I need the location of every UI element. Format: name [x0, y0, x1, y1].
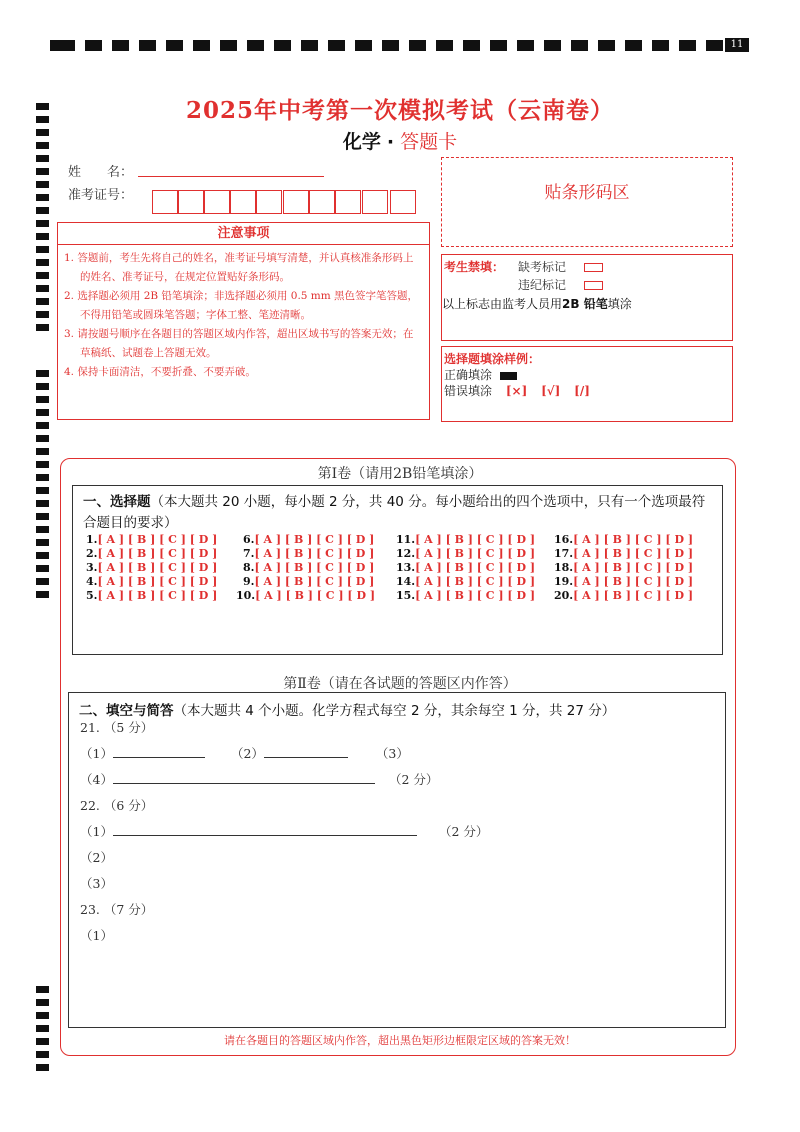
q21-4-label: （4） [80, 772, 113, 787]
choice-question[interactable]: 9.[ A ] [ B ] [ C ] [ D ] [243, 575, 375, 588]
footer-warning: 请在各题目的答题区域内作答，超出黑色矩形边框限定区域的答案无效！ [224, 1034, 576, 1047]
q22-3-label: （3） [80, 876, 113, 891]
choice-question[interactable]: 17.[ A ] [ B ] [ C ] [ D ] [554, 547, 694, 560]
page-number: 11 [725, 38, 749, 52]
q21-2-blank[interactable] [264, 745, 348, 758]
q21-2-label: （2） [230, 746, 264, 761]
question-22-label: 22. （6 分） [80, 798, 154, 813]
q22-1-blank[interactable] [113, 823, 417, 836]
answer-card-label: 答题卡 [400, 131, 458, 153]
examiner-note: 以上标志由监考人员用2B 铅笔填涂 [442, 297, 632, 311]
notes-item: 4. 保持卡面清洁，不要折叠、不要弄破。 [64, 366, 256, 378]
choice-question[interactable]: 19.[ A ] [ B ] [ C ] [ D ] [554, 575, 694, 588]
choice-question[interactable]: 2.[ A ] [ B ] [ C ] [ D ] [86, 547, 218, 560]
choice-question[interactable]: 11.[ A ] [ B ] [ C ] [ D ] [396, 533, 536, 546]
exam-subtitle [0, 127, 800, 154]
wrong-mark-cross: [×] [505, 384, 528, 398]
correct-fill-label: 正确填涂 [444, 368, 493, 382]
part1-heading: 一、选择题（本大题共 20 小题，每小题 2 分，共 40 分。每小题给出的四个选项中，只有一个选项最符合题目的要求） [83, 494, 706, 531]
wrong-fill-label: 错误填涂 [444, 384, 493, 398]
choice-question[interactable]: 16.[ A ] [ B ] [ C ] [ D ] [554, 533, 694, 546]
q21-3-label: （3） [375, 746, 409, 761]
part2-title: 第Ⅱ卷（请在各试题的答题区内作答） [283, 676, 517, 692]
q21-1-blank[interactable] [113, 745, 205, 758]
choice-question[interactable]: 3.[ A ] [ B ] [ C ] [ D ] [86, 561, 218, 574]
sample-title: 选择题填涂样例： [444, 352, 541, 366]
q22-2-label: （2） [80, 850, 113, 865]
choice-question[interactable]: 15.[ A ] [ B ] [ C ] [ D ] [396, 589, 536, 602]
question-23-label: 23. （7 分） [80, 902, 154, 917]
question-21-label: 21. （5 分） [80, 720, 154, 735]
notes-item: 1. 答题前，考生先将自己的姓名，准考证号填写清楚，并认真核准条形码上的姓名、准考证号，在规定位置贴好条形码。 [64, 252, 414, 283]
choice-question[interactable]: 4.[ A ] [ B ] [ C ] [ D ] [86, 575, 218, 588]
choice-question[interactable]: 14.[ A ] [ B ] [ C ] [ D ] [396, 575, 536, 588]
choice-question[interactable]: 8.[ A ] [ B ] [ C ] [ D ] [243, 561, 375, 574]
choice-question[interactable]: 10.[ A ] [ B ] [ C ] [ D ] [236, 589, 376, 602]
name-field[interactable] [138, 176, 324, 177]
correct-fill-sample [500, 372, 517, 380]
examiner-only-box [441, 254, 733, 341]
barcode-area [441, 157, 733, 247]
choice-question[interactable]: 20.[ A ] [ B ] [ C ] [ D ] [554, 589, 694, 602]
q23-1-label: （1） [80, 928, 113, 943]
choice-question[interactable]: 18.[ A ] [ B ] [ C ] [ D ] [554, 561, 694, 574]
q21-4-points: （2 分） [388, 772, 439, 787]
part2-heading: 二、填空与简答（本大题共 4 个小题。化学方程式每空 2 分，其余每空 1 分，共 27 分） [79, 703, 616, 719]
choice-question[interactable]: 6.[ A ] [ B ] [ C ] [ D ] [243, 533, 375, 546]
choice-question[interactable]: 1.[ A ] [ B ] [ C ] [ D ] [86, 533, 218, 546]
name-label: 姓 名： [68, 165, 134, 180]
violation-mark-box[interactable] [584, 281, 603, 290]
forbidden-label: 考生禁填： [444, 260, 505, 274]
part1-title: 第Ⅰ卷（请用2B铅笔填涂） [317, 466, 483, 482]
notes-title: 注意事项 [58, 223, 429, 245]
notes-box [57, 222, 430, 420]
exam-title: 2025年中考第一次模拟考试（云南卷） [185, 97, 614, 124]
fill-sample-box [441, 346, 733, 422]
part2-box [68, 692, 726, 1028]
subtitle-separator: · [386, 131, 395, 153]
q21-1-label: （1） [80, 746, 113, 761]
wrong-mark-slash: [/] [574, 384, 590, 398]
barcode-area-label: 贴条形码区 [544, 183, 630, 203]
choice-question[interactable]: 12.[ A ] [ B ] [ C ] [ D ] [396, 547, 536, 560]
subject-label: 化学 [342, 131, 381, 153]
choice-question[interactable]: 7.[ A ] [ B ] [ C ] [ D ] [243, 547, 375, 560]
q21-4-blank[interactable] [113, 771, 375, 784]
violation-mark-label: 违纪标记 [518, 278, 567, 292]
choice-question[interactable]: 13.[ A ] [ B ] [ C ] [ D ] [396, 561, 536, 574]
q22-1-label: （1） [80, 824, 113, 839]
absent-mark-label: 缺考标记 [518, 260, 567, 274]
notes-item: 3. 请按题号顺序在各题目的答题区域内作答，超出区域书写的答案无效；在草稿纸、试题卷上答题无效。 [64, 328, 414, 359]
id-label: 准考证号： [68, 188, 134, 203]
q22-1-points: （2 分） [438, 824, 489, 839]
choice-question[interactable]: 5.[ A ] [ B ] [ C ] [ D ] [86, 589, 218, 602]
wrong-mark-check: [√] [541, 384, 561, 398]
notes-item: 2. 选择题必须用 2B 铅笔填涂；非选择题必须用 0.5 mm 黑色签字笔答题，不得用铅笔或圆珠笔答题；字体工整、笔迹清晰。 [64, 290, 419, 321]
absent-mark-box[interactable] [584, 263, 603, 272]
